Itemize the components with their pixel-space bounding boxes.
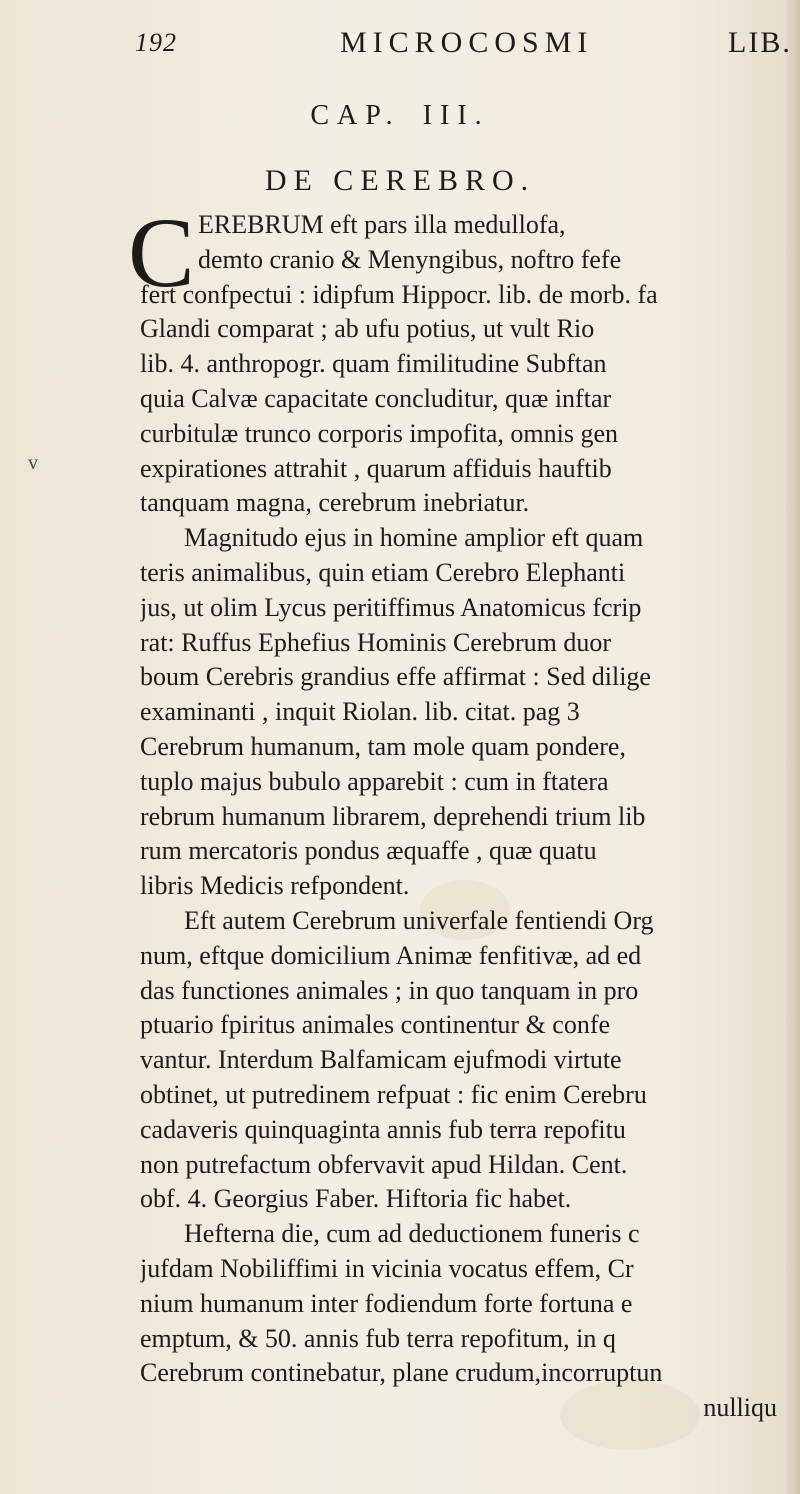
chapter-number: III. [422, 100, 490, 131]
text-line: obtinet, ut putredinem refpuat : fic enim Cerebru [140, 1079, 647, 1109]
text-line: expirationes attrahit , quarum affiduis hauftib [140, 453, 612, 483]
text-line: cadaveris quinquaginta annis fub terra repofitu [140, 1114, 626, 1144]
text-line: demto cranio & Menyngibus, noftro fefe [198, 244, 622, 274]
running-head: MICROCOSMI [340, 26, 594, 59]
chapter-title: DE CEREBRO. [264, 164, 536, 197]
text-line: jufdam Nobiliffimi in vicinia vocatus effem, Cr [140, 1253, 634, 1283]
text-line: rum mercatoris pondus æquaffe , quæ quatu [140, 836, 597, 866]
running-head-book: LIB. [728, 26, 792, 59]
text-line: Glandi comparat ; ab ufu potius, ut vult Rio [140, 314, 595, 344]
text-line: boum Cerebris grandius effe affirmat : Sed dilige [140, 662, 651, 692]
text-line: curbitulæ trunco corporis impofita, omnis gen [140, 418, 619, 448]
page-header [0, 18, 800, 68]
text-line: rebrum humanum librarem, deprehendi trium lib [140, 801, 646, 831]
text-line: nium humanum inter fodiendum forte fortuna e [140, 1288, 633, 1318]
text-line: examinanti , inquit Riolan. lib. citat. pag 3 [140, 697, 580, 727]
text-line: non putrefactum obfervavit apud Hildan. Cent. [140, 1149, 628, 1179]
drop-capital: C [128, 197, 195, 308]
chapter-heading [0, 100, 800, 132]
text-line: fert confpectui : idipfum Hippocr. lib. de morb. fa [140, 279, 658, 309]
text-line: Cerebrum humanum, tam mole quam pondere, [140, 731, 626, 761]
text-line: EREBRUM eft pars illa medullofa, [198, 210, 566, 239]
text-line: teris animalibus, quin etiam Cerebro Elephanti [140, 557, 626, 587]
chapter-label: CAP. [310, 100, 401, 131]
text-line: lib. 4. anthropogr. quam fimilitudine Subftan [140, 349, 607, 379]
text-line: ptuario fpiritus animales continentur & confe [140, 1010, 611, 1040]
body-text [140, 208, 795, 1426]
text-line: nulliqu [703, 1393, 777, 1423]
page-number: 192 [135, 28, 177, 57]
text-line: jus, ut olim Lycus peritiffimus Anatomicus fcrip [140, 592, 642, 622]
text-line: Hefterna die, cum ad deductionem funeris c [184, 1219, 640, 1249]
text-line: vantur. Interdum Balfamicam ejufmodi virtute [140, 1045, 622, 1075]
text-line: quia Calvæ capacitate concluditur, quæ inftar [140, 383, 612, 413]
text-line: Eft autem Cerebrum univerfale fentiendi Org [184, 905, 654, 935]
text-line: Magnitudo ejus in homine amplior eft quam [184, 523, 644, 553]
text-line: emptum, & 50. annis fub terra repofitum, in q [140, 1323, 616, 1353]
text-line: rat: Ruffus Ephefius Hominis Cerebrum duor [140, 627, 612, 657]
text-line: tanquam magna, cerebrum inebriatur. [140, 488, 530, 518]
text-line: num, eftque domicilium Animæ fenfitivæ, ad ed [140, 940, 642, 970]
text-line: libris Medicis refpondent. [140, 871, 410, 901]
margin-mark: v [28, 452, 38, 474]
text-line: Cerebrum continebatur, plane crudum,incorruptun [140, 1358, 663, 1388]
text-line: obf. 4. Georgius Faber. Hiftoria fic habet. [140, 1184, 572, 1214]
text-line: tuplo majus bubulo apparebit : cum in ftatera [140, 766, 609, 796]
text-line: das functiones animales ; in quo tanquam in pro [140, 975, 639, 1005]
